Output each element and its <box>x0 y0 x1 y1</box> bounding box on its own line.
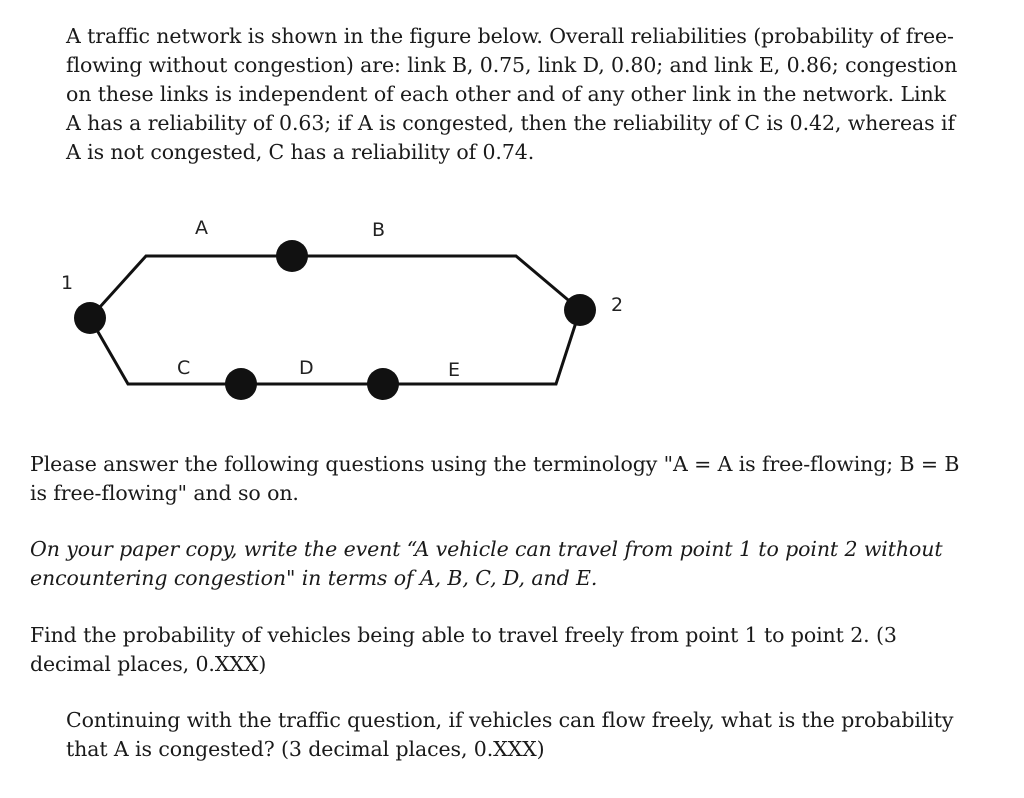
lower-route-line <box>90 310 580 384</box>
node-lower-right <box>367 368 399 400</box>
event-question: On your paper copy, write the event “A vehicle can travel from point 1 to point 2 without encountering congestion" in terms of A, B, C, D, and E. <box>30 537 943 590</box>
node-2-label: 2 <box>611 294 624 316</box>
terminology-instruction: Please answer the following questions using the terminology "A = A is free-flowing; B = B is free-flowing" and so on. <box>30 452 960 505</box>
node-1-label: 1 <box>61 272 74 294</box>
link-A-label: A <box>195 217 208 239</box>
link-B-label: B <box>372 219 386 241</box>
probability-question: Find the probability of vehicles being able to travel freely from point 1 to point 2. (3 decimal places, 0.XXX) <box>30 623 897 676</box>
link-E-label: E <box>448 359 461 381</box>
link-D-label: D <box>299 357 314 379</box>
node-upper-mid <box>276 240 308 272</box>
upper-route-line <box>90 256 580 318</box>
link-C-label: C <box>177 357 191 379</box>
problem-statement: A traffic network is shown in the figure below. Overall reliabilities (probability of free-flowing without congestion) are: link B, 0.75, link D, 0.80; and link E, 0.86; congestion on these links is independent of each other and of any other link in the network. Link A has a reliability of 0.63; if A is congested, then the reliability of C is 0.42, whereas if A is not congested, C has a reliability of 0.74. <box>66 24 958 164</box>
conditional-probability-question: Continuing with the traffic question, if vehicles can flow freely, what is the probability that A is congested? (3 decimal places, 0.XXX) <box>66 708 954 761</box>
node-2 <box>564 294 596 326</box>
node-1 <box>74 302 106 334</box>
node-lower-left <box>225 368 257 400</box>
